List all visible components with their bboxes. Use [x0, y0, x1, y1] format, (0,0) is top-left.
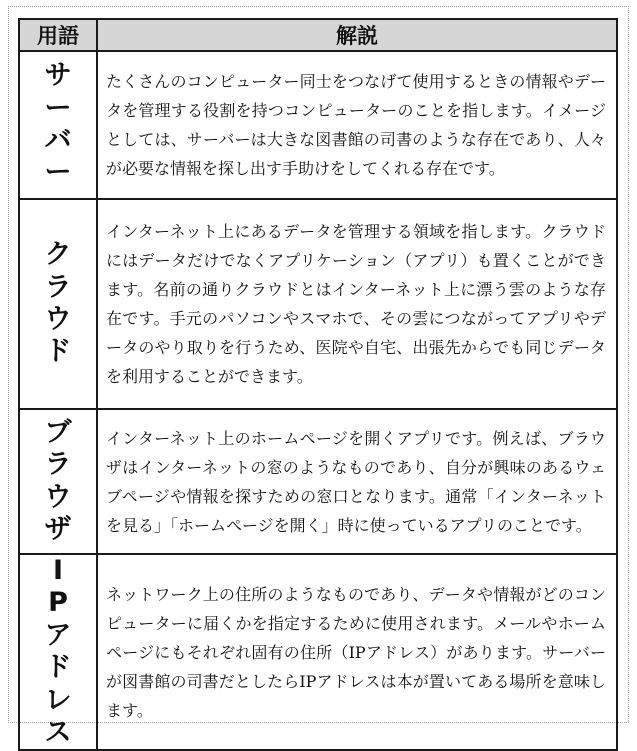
table-row-cloud: [19, 199, 617, 409]
term-browser: ブラウザ: [44, 416, 72, 545]
term-cell: [19, 51, 97, 199]
term-server: サーバー: [44, 60, 72, 189]
term-cloud: クラウド: [44, 239, 72, 368]
term-cell: [19, 199, 97, 409]
term-column-header: 用語: [19, 19, 97, 51]
description-column-header: 解説: [97, 19, 617, 51]
table-row-browser: [19, 409, 617, 554]
description-ip-address: ネットワーク上の住所のようなものであり、データや情報がどのコンピューターに届くかを指定するために使用されます。メールやホームページにもそれぞれ固有の住所（IPアドレス）があります。サーバーが図書館の司書だとしたらIPアドレスは本が置いてある場所を意味します。: [97, 554, 617, 750]
term-cell: [19, 554, 97, 750]
term-cell: [19, 409, 97, 554]
description-browser: インターネット上のホームページを開くアプリです。例えば、ブラウザはインターネットの窓のようなものであり、自分が興味のあるウェブページや情報を探すための窓口となります。通常「インターネットを見る」「ホームページを開く」時に使っているアプリのことです。: [97, 409, 617, 554]
term-ip-address: IPアドレス: [44, 555, 72, 748]
glossary-table: [18, 18, 618, 751]
description-server: たくさんのコンピューター同士をつなげて使用するときの情報やデータを管理する役割を持つコンピューターのことを指します。イメージとしては、サーバーは大きな図書館の司書のような存在であり、人々が必要な情報を探し出す手助けをしてくれる存在です。: [97, 51, 617, 199]
header-row: [19, 19, 617, 51]
table-row-server: [19, 51, 617, 199]
table-row-ip-address: [19, 554, 617, 750]
description-cloud: インターネット上にあるデータを管理する領域を指します。クラウドにはデータだけでなくアプリケーション（アプリ）も置くことができます。名前の通りクラウドとはインターネット上に漂う雲のような存在です。手元のパソコンやスマホで、その雲につながってアプリやデータのやり取りを行うため、医院や自宅、出張先からでも同じデータを利用することができます。: [97, 199, 617, 409]
